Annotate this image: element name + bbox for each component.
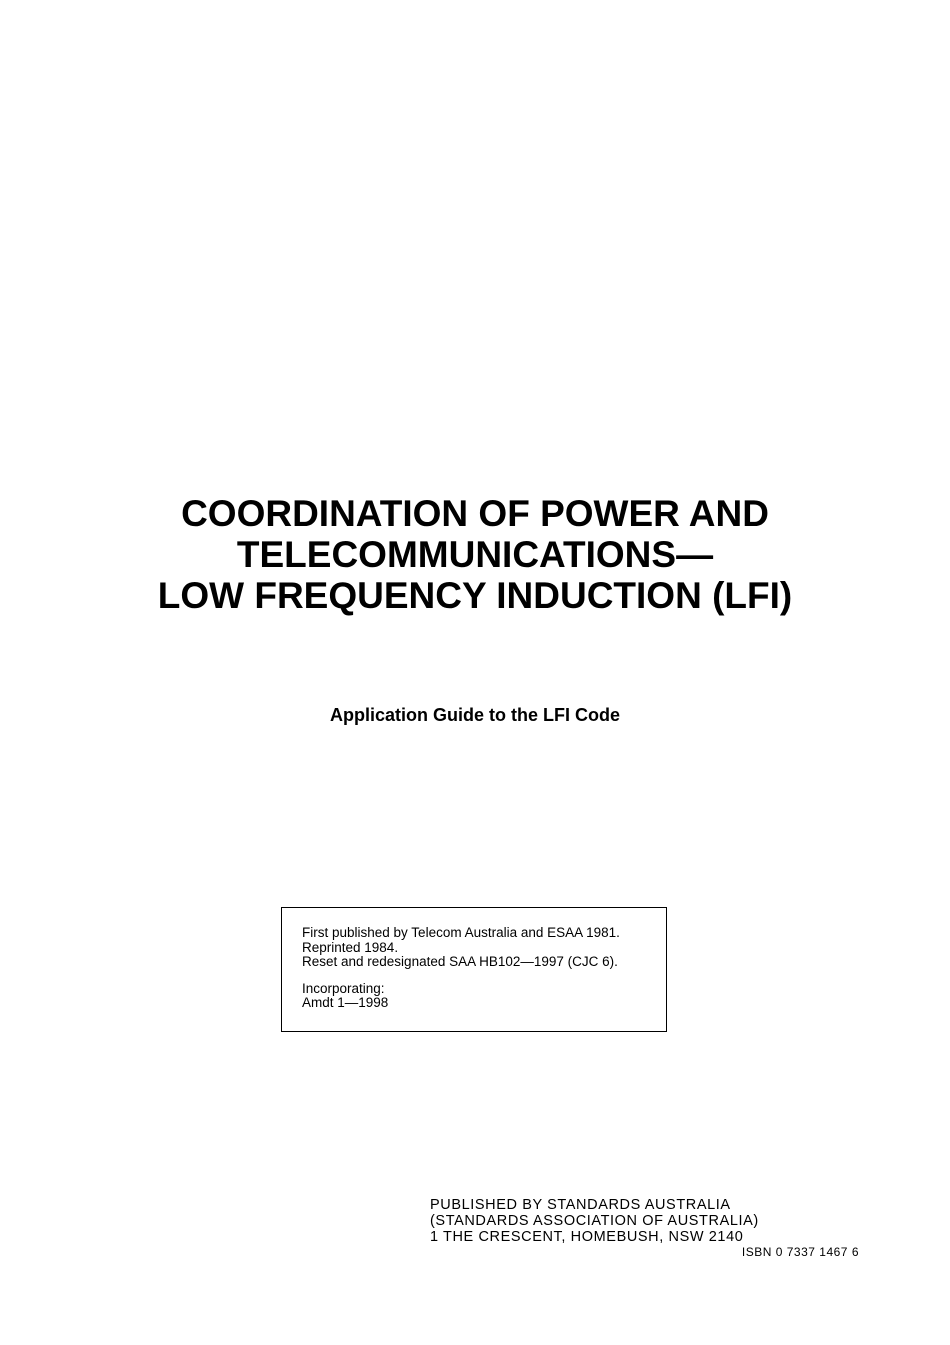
title-line-2: TELECOMMUNICATIONS— xyxy=(236,534,714,575)
title-line-1: COORDINATION OF POWER AND xyxy=(181,493,769,534)
reprinted-text: Reprinted 1984. xyxy=(302,939,399,955)
isbn-number: ISBN 0 7337 1467 6 xyxy=(741,1245,859,1259)
redesignated-text: Reset and redesignated SAA HB102—1997 (CJC 6). xyxy=(302,954,618,969)
document-subtitle: Application Guide to the LFI Code xyxy=(330,705,620,725)
publisher-info xyxy=(430,1197,870,1245)
amendment-text: Amdt 1—1998 xyxy=(302,995,389,1010)
title-line-3: LOW FREQUENCY INDUCTION (LFI) xyxy=(157,575,793,616)
first-published-text: First published by Telecom Australia and ESAA 1981. xyxy=(302,925,620,940)
incorporating-label: Incorporating: xyxy=(302,980,385,996)
publication-history-box xyxy=(281,907,667,1032)
document-title xyxy=(0,493,950,616)
publisher-line-1: PUBLISHED BY STANDARDS AUSTRALIA xyxy=(430,1197,731,1213)
publisher-address: 1 THE CRESCENT, HOMEBUSH, NSW 2140 xyxy=(430,1229,744,1245)
publisher-line-2: (STANDARDS ASSOCIATION OF AUSTRALIA) xyxy=(430,1213,759,1229)
spacer xyxy=(302,970,646,982)
